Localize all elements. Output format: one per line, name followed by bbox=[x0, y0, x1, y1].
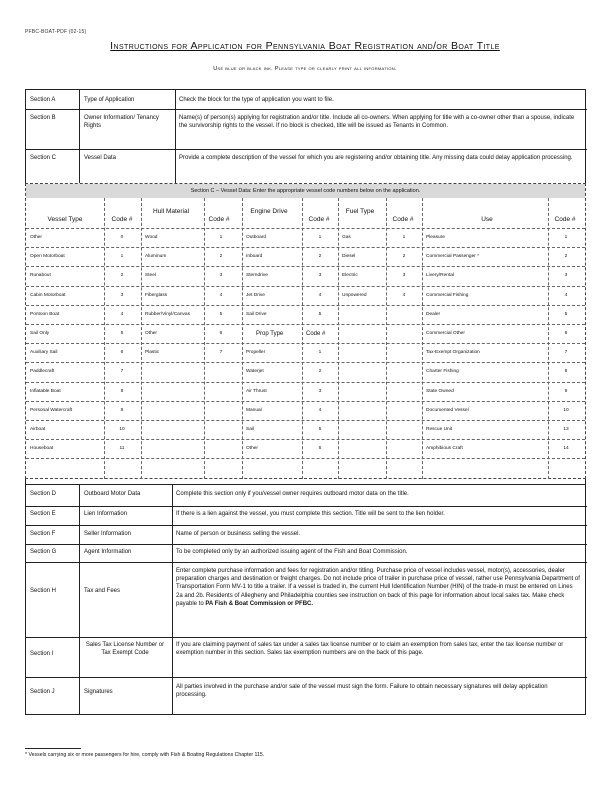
section-name: Signatures bbox=[84, 689, 113, 695]
page-subtitle: Use blue or black ink. Please type or clearly print all information. bbox=[213, 66, 397, 72]
use-label: Pleasure bbox=[426, 235, 445, 240]
engine-drive-code: 4 bbox=[318, 292, 322, 298]
divider bbox=[25, 562, 587, 563]
vessel-type-code: 0 bbox=[120, 235, 124, 240]
use-code: 4 bbox=[564, 292, 568, 298]
use-code: 10 bbox=[563, 407, 569, 413]
table-rule bbox=[26, 305, 585, 306]
section-text: Name(s) of person(s) applying for registration and/or title. Include all co-owners. When applying for title with a co-owner other than a spouse, indicate the survivorship rights to the vessel. If no block is checked, title will be issued as Tenants in Common. bbox=[179, 115, 575, 130]
vessel-type-label: Auxiliary Sail bbox=[30, 350, 58, 356]
divider bbox=[25, 109, 587, 110]
prop-type-header: Prop Type bbox=[256, 331, 284, 337]
vessel-type-code: 2 bbox=[120, 273, 124, 279]
hull-material-code: 3 bbox=[219, 273, 223, 279]
vessel-type-code: 11 bbox=[119, 446, 125, 452]
table-rule bbox=[548, 198, 549, 479]
use-code: 1 bbox=[564, 235, 568, 240]
table-rule bbox=[204, 198, 205, 479]
use-label: Livery/Rental bbox=[426, 273, 454, 279]
hull-material-code: 7 bbox=[219, 350, 223, 356]
table-rule bbox=[26, 382, 585, 383]
hull-material-label: Aluminum bbox=[145, 254, 167, 260]
table-rule bbox=[26, 266, 585, 267]
column-rule bbox=[79, 485, 80, 715]
column-rule bbox=[79, 89, 80, 183]
vessel-type-code: 1 bbox=[120, 254, 124, 260]
section-text bbox=[176, 567, 580, 608]
hull-material-code: 2 bbox=[219, 254, 223, 260]
page-title: Instructions for Application for Pennsylvania Boat Registration and/or Boat Title bbox=[110, 40, 500, 52]
column-rule bbox=[175, 89, 176, 183]
use-label: Tax-Exempt Organization bbox=[426, 350, 480, 356]
section-id: Section H bbox=[30, 588, 57, 594]
fuel-type-code: 4 bbox=[402, 292, 406, 298]
use-code: 3 bbox=[564, 273, 568, 279]
engine-drive-label: Outboard bbox=[246, 235, 267, 240]
form-number: PFBC-BOAT-PDF (02-15) bbox=[25, 29, 87, 35]
section-text: Complete this section only if you/vessel owner requires outboard motor data on the title. bbox=[176, 491, 409, 497]
use-label: Commercial Other bbox=[426, 331, 465, 336]
vessel-type-label: Airboat bbox=[30, 427, 46, 432]
vessel-type-label: Pontoon Boat bbox=[30, 311, 60, 317]
table-rule bbox=[26, 247, 585, 248]
table-rule bbox=[26, 362, 585, 363]
use-code: 7 bbox=[564, 350, 568, 356]
engine-drive-code: 2 bbox=[318, 254, 322, 260]
section-text: All parties involved in the purchase and/or sale of the vessel must sign the form. Failure to obtain necessary signatures will delay application processing. bbox=[176, 684, 548, 699]
footnote-rule bbox=[25, 748, 81, 749]
engine-drive-label: Jet Drive bbox=[246, 292, 265, 298]
vessel-type-label: Open Motorboat bbox=[30, 254, 65, 260]
section-id: Section A bbox=[30, 97, 56, 103]
use-label: State Owned bbox=[426, 388, 454, 394]
table-rule bbox=[104, 198, 105, 479]
table-rule bbox=[26, 324, 585, 325]
vessel-type-code: 4 bbox=[120, 311, 124, 317]
vessel-type-code: 9 bbox=[120, 407, 124, 413]
vessel-type-code: 7 bbox=[120, 369, 124, 375]
use-code: 6 bbox=[564, 331, 568, 336]
section-id: Section G bbox=[30, 549, 57, 555]
use-label: Commercial Passenger * bbox=[426, 254, 480, 260]
section-text: If you are claiming payment of sales tax under a sales tax license number or to claim an exemption from sales tax, enter the tax license number or exemption number in this section. Sales tax exemption numbers are on the back of this page. bbox=[176, 642, 564, 657]
section-text: Name of person or business selling the vessel. bbox=[176, 531, 301, 537]
prop-type-label: Waterjet bbox=[246, 369, 264, 375]
section-name: Vessel Data bbox=[84, 155, 117, 161]
use-code: 13 bbox=[563, 427, 569, 432]
fuel-type-label: Diesel bbox=[342, 254, 356, 260]
section-text: If there is a lien against the vessel, you must complete this section. Title will be sent to the lien holder. bbox=[176, 511, 445, 517]
section-id: Section E bbox=[30, 511, 56, 517]
hull-material-label: Plastic bbox=[145, 350, 160, 356]
section-text: Provide a complete description of the vessel for which you are registering and/or obtaining title. Any missing data could delay application processing. bbox=[179, 155, 573, 161]
table-rule bbox=[26, 286, 585, 287]
divider bbox=[25, 149, 587, 150]
engine-drive-label: Sterndrive bbox=[246, 273, 268, 279]
hull-material-label: Steel bbox=[145, 273, 156, 279]
col-header-use: Use bbox=[481, 216, 493, 223]
fuel-type-code: 2 bbox=[402, 254, 406, 260]
section-id: Section I bbox=[30, 651, 54, 657]
payable-to: PA Fish & Boat Commission or PFBC. bbox=[205, 600, 314, 607]
section-name: Seller Information bbox=[84, 531, 132, 537]
hull-material-label: Rubber/Vinyl/Canvas bbox=[145, 311, 190, 317]
use-label: Rescue Unit bbox=[426, 427, 453, 432]
prop-type-label: Propeller bbox=[246, 350, 266, 356]
engine-drive-label: Inboard bbox=[246, 254, 263, 260]
code-table-heading: Section C – Vessel Data: Enter the appropriate vessel code numbers below on the application. bbox=[26, 184, 585, 198]
section-name: Tax and Fees bbox=[84, 588, 121, 594]
table-rule bbox=[141, 198, 142, 479]
col-header-code: Code # bbox=[308, 216, 330, 223]
vessel-type-label: Sail Only bbox=[30, 331, 50, 336]
vessel-type-label: Paddlecraft bbox=[30, 369, 55, 375]
use-code: 2 bbox=[564, 254, 568, 260]
engine-drive-code: 3 bbox=[318, 273, 322, 279]
prop-type-label: Sail bbox=[246, 427, 254, 432]
hull-material-label: Wood bbox=[145, 235, 158, 240]
section-text: Check the block for the type of application you want to file. bbox=[179, 97, 334, 103]
use-code: 9 bbox=[564, 388, 568, 394]
vessel-type-code: 5 bbox=[120, 331, 124, 336]
prop-type-label: Manual bbox=[246, 407, 262, 413]
divider bbox=[25, 544, 587, 545]
col-header-engine-drive: Engine Drive bbox=[250, 208, 288, 215]
vessel-type-code: 3 bbox=[120, 292, 124, 298]
section-name: Type of Application bbox=[84, 97, 135, 103]
prop-type-label: Air Thrust bbox=[246, 388, 267, 394]
table-rule bbox=[422, 198, 423, 479]
col-header-fuel-type: Fuel Type bbox=[345, 208, 375, 215]
section-h-body: Enter complete purchase information and fees for registration and/or titling. Purchase price of vessel includes vessel, motor(s), accessories, dealer preparation charges and destination or freight charges. Do not include price of trailer in purchase price of vessel, rather use Pennsylvania Department of Transportation Form MV-1 to title a trailer. If a vessel is traded in, the current Hull Identification Number (HIN) of the trade-in must be entered on Lines 2a and 2b. Residents of Allegheny and Philadelphia counties see instruction on back of this page for information about local sales tax. Make check payable to bbox=[176, 568, 580, 607]
section-id: Section J bbox=[30, 689, 55, 695]
table-rule bbox=[338, 198, 339, 479]
col-header-hull-material: Hull Material bbox=[152, 208, 190, 215]
prop-type-code: 5 bbox=[318, 427, 322, 432]
vessel-type-code: 8 bbox=[120, 388, 124, 394]
fuel-type-code: 3 bbox=[402, 273, 406, 279]
prop-type-code: 3 bbox=[318, 388, 322, 394]
section-id: Section F bbox=[30, 531, 56, 537]
section-id: Section B bbox=[30, 115, 56, 121]
col-header-code: Code # bbox=[554, 216, 576, 223]
table-rule bbox=[26, 439, 585, 440]
prop-type-code: 6 bbox=[318, 446, 322, 452]
hull-material-code: 5 bbox=[219, 311, 223, 317]
section-text: To be completed only by an authorized issuing agent of the Fish and Boat Commission. bbox=[176, 549, 408, 555]
use-code: 14 bbox=[563, 446, 569, 452]
table-rule bbox=[302, 198, 303, 479]
engine-drive-code: 5 bbox=[318, 311, 322, 317]
divider bbox=[25, 637, 587, 638]
hull-material-label: Other bbox=[145, 331, 157, 336]
col-header-code: Code # bbox=[208, 216, 230, 223]
section-name: Sales Tax License Number or Tax Exempt Code bbox=[85, 642, 165, 657]
divider bbox=[25, 506, 587, 507]
col-header-code: Code # bbox=[111, 216, 133, 223]
table-rule bbox=[26, 343, 585, 344]
prop-type-label: Other bbox=[246, 446, 258, 452]
prop-code-header: Code # bbox=[306, 331, 326, 337]
prop-type-code: 1 bbox=[318, 350, 322, 356]
section-id: Section D bbox=[30, 491, 57, 497]
use-label: Dealer bbox=[426, 311, 441, 317]
section-name: Lien Information bbox=[84, 511, 128, 517]
vessel-type-code: 6 bbox=[120, 350, 124, 356]
table-rule bbox=[26, 401, 585, 402]
table-rule bbox=[386, 198, 387, 479]
vessel-type-label: Houseboat bbox=[30, 446, 54, 452]
fuel-type-code: 1 bbox=[402, 235, 406, 240]
engine-drive-label: Sail Drive bbox=[246, 311, 267, 317]
col-header-code: Code # bbox=[392, 216, 414, 223]
prop-type-code: 4 bbox=[318, 407, 322, 413]
vessel-type-code: 10 bbox=[119, 427, 125, 432]
section-name: Outboard Motor Data bbox=[84, 491, 141, 497]
use-label: Commercial Fishing bbox=[426, 292, 469, 298]
col-header-vessel-type: Vessel Type bbox=[47, 216, 83, 223]
section-name: Owner Information/ Tenancy Rights bbox=[84, 115, 159, 130]
vessel-type-label: Runabout bbox=[30, 273, 51, 279]
use-label: Documented Vessel bbox=[426, 407, 469, 413]
prop-type-code: 2 bbox=[318, 369, 322, 375]
divider bbox=[25, 525, 587, 526]
hull-material-code: 4 bbox=[219, 292, 223, 298]
vessel-type-label: Inflatable Boat bbox=[30, 388, 61, 394]
vessel-type-label: Cabin Motorboat bbox=[30, 292, 66, 298]
divider bbox=[25, 677, 587, 678]
use-label: Charter Fishing bbox=[426, 369, 459, 375]
fuel-type-label: Gas bbox=[342, 235, 351, 240]
use-code: 5 bbox=[564, 311, 568, 317]
hull-material-code: 1 bbox=[219, 235, 223, 240]
table-rule bbox=[26, 228, 585, 229]
section-id: Section C bbox=[30, 155, 57, 161]
table-rule bbox=[26, 458, 585, 459]
fuel-type-label: Electric bbox=[342, 273, 358, 279]
engine-drive-code: 1 bbox=[318, 235, 322, 240]
table-rule bbox=[242, 198, 243, 479]
hull-material-code: 6 bbox=[219, 331, 223, 336]
table-rule bbox=[26, 420, 585, 421]
vessel-type-label: Personal Watercraft bbox=[30, 407, 73, 413]
use-code: 8 bbox=[564, 369, 568, 375]
use-label: Amphibious Craft bbox=[426, 446, 463, 452]
column-rule bbox=[172, 485, 173, 715]
section-name: Agent Information bbox=[84, 549, 132, 555]
vessel-type-label: Other bbox=[30, 235, 42, 240]
hull-material-label: Fiberglass bbox=[145, 292, 168, 298]
fuel-type-label: Unpowered bbox=[342, 292, 367, 298]
footnote: * Vessels carrying six or more passengers for hire, comply with Fish & Boating Regulations Chapter 115. bbox=[25, 752, 265, 758]
